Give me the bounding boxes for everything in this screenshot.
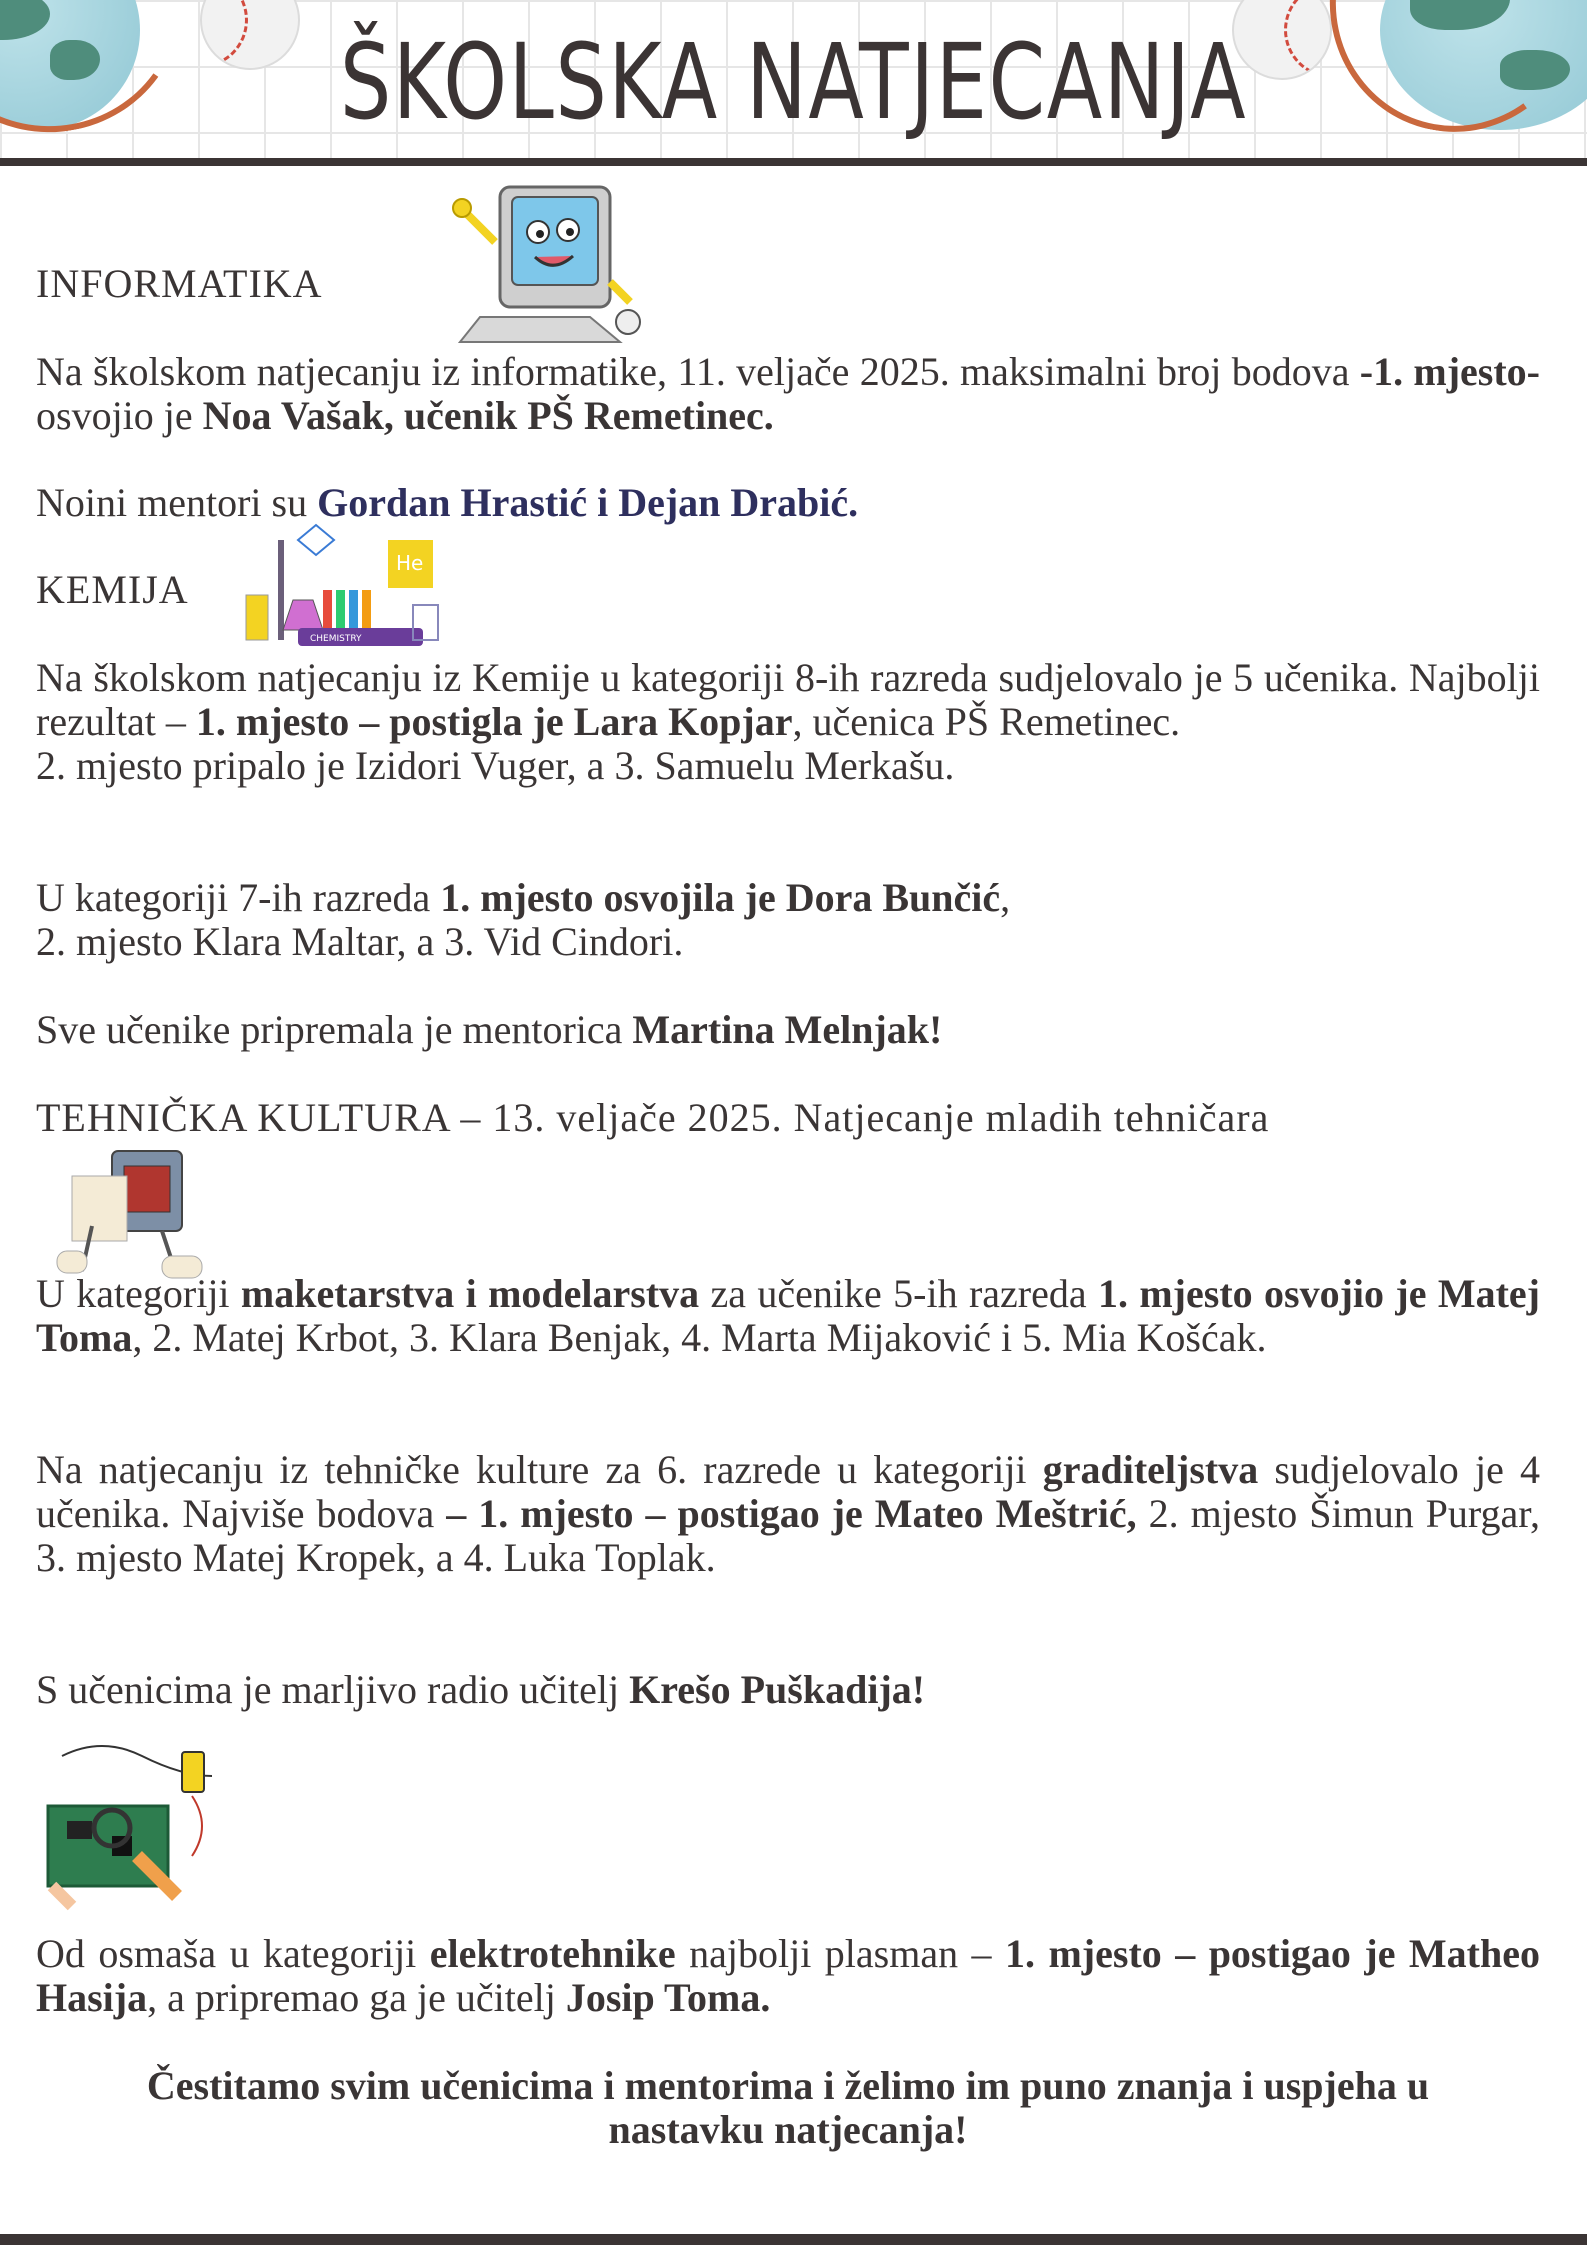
page-header bbox=[0, 0, 1587, 162]
informatika-result-paragraph: Na školskom natjecanju iz informatike, 11. veljače 2025. maksimalni broj bodova -1. mjesto- osvojio je Noa Vašak, učenik PŠ Remetinec. bbox=[36, 349, 1540, 438]
3d-printer-icon bbox=[42, 1136, 212, 1281]
heading-informatika: INFORMATIKA bbox=[36, 261, 323, 306]
orbit-arc-left bbox=[0, 0, 202, 153]
mentor-names: Gordan Hrastić i Dejan Drabić. bbox=[317, 480, 859, 525]
kemija-8th-grade-paragraph: Na školskom natjecanju iz Kemije u kategoriji 8-ih razreda sudjelovalo je 5 učenika. Najbolji rezultat – 1. mjesto – postigla je Lara Kopjar, učenica PŠ Remetinec. 2. mjesto pripalo je Izidori Vuger, a 3. Samuelu Merkašu. bbox=[36, 655, 1540, 788]
svg-text:CHEMISTRY: CHEMISTRY bbox=[310, 634, 362, 644]
page-title: ŠKOLSKA NATJECANJA bbox=[339, 21, 1248, 143]
svg-text:He: He bbox=[396, 551, 424, 575]
heading-kemija: KEMIJA bbox=[36, 567, 189, 612]
closing-congratulations: Čestitamo svim učenicima i mentorima i želimo im puno znanja i uspjeha u nastavku natjecanja! bbox=[146, 2063, 1430, 2152]
tehnicka-mentor-paragraph: S učenicima je marljivo radio učitelj Krešo Puškadija! bbox=[36, 1667, 926, 1712]
computer-mascot-icon bbox=[440, 172, 650, 347]
heading-tehnicka-kultura: TEHNIČKA KULTURA – 13. veljače 2025. Natjecanje mladih tehničara bbox=[36, 1095, 1270, 1140]
circuit-board-soldering-icon bbox=[42, 1736, 232, 1911]
kemija-mentor-paragraph: Sve učenike pripremala je mentorica Martina Melnjak! bbox=[36, 1007, 943, 1052]
tehnicka-modelarstvo-paragraph: U kategoriji maketarstva i modelarstva za učenike 5-ih razreda 1. mjesto osvojio je Matej Toma, 2. Matej Krbot, 3. Klara Benjak, 4. Marta Mijaković i 5. Mia Košćak. bbox=[36, 1271, 1540, 1360]
footer-rule bbox=[0, 2234, 1587, 2245]
tehnicka-elektrotehnika-paragraph: Od osmaša u kategoriji elektrotehnike najbolji plasman – 1. mjesto – postigao je Matheo Hasija, a pripremao ga je učitelj Josip Toma. bbox=[36, 1931, 1541, 2020]
tehnicka-graditeljstvo-paragraph: Na natjecanju iz tehničke kulture za 6. razrede u kategoriji graditeljstva sudjelovalo je 4 učenika. Najviše bodova – 1. mjesto – postigao je Mateo Meštrić, 2. mjesto Šimun Purgar, 3. mjesto Matej Kropek, a 4. Luka Toplak. bbox=[36, 1447, 1540, 1580]
informatika-mentors-paragraph: Noini mentori su Gordan Hrastić i Dejan Drabić. bbox=[36, 480, 859, 525]
kemija-7th-grade-paragraph: U kategoriji 7-ih razreda 1. mjesto osvojila je Dora Bunčić, 2. mjesto Klara Maltar, a 3. Vid Cindori. bbox=[36, 875, 1011, 964]
header-rule bbox=[0, 158, 1587, 166]
